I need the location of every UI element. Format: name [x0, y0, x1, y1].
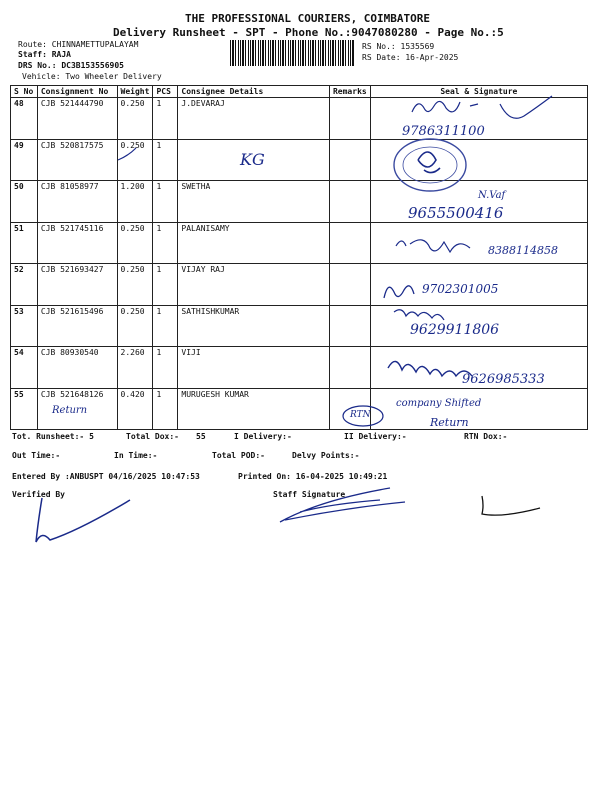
cell-consignee: SWETHA [178, 181, 330, 223]
cell-consignee: VIJAY RAJ [178, 264, 330, 306]
cell-weight: 0.250 [117, 264, 153, 306]
signature-scribble-51 [396, 240, 470, 252]
rs-number: RS No.: 1535569 [362, 42, 435, 51]
handwritten-phone-54: 9626985333 [462, 372, 545, 387]
cell-consignee: VIJI [178, 347, 330, 389]
tick-mark-49 [118, 148, 136, 160]
cell-pcs: 1 [153, 388, 178, 430]
cell-consignment: CJB 521693427 [37, 264, 117, 306]
col-header-weight: Weight [117, 86, 153, 98]
total-dox-label: Total Dox:- [126, 432, 179, 441]
entered-by: Entered By :ANBUSPT 04/16/2025 10:47:53 [12, 472, 200, 481]
cell-weight: 0.250 [117, 222, 153, 264]
col-header-consignee: Consignee Details [178, 86, 330, 98]
company-name: THE PROFESSIONAL COURIERS, COIMBATORE [185, 12, 431, 25]
cell-weight: 0.250 [117, 305, 153, 347]
handwritten-rtn-55: RTN [350, 410, 371, 420]
handwritten-phone-48: 9786311100 [402, 124, 485, 139]
delvy-points-label: Delvy Points:- [292, 451, 360, 460]
ii-delivery-label: II Delivery:- [344, 432, 407, 441]
total-runsheet: Tot. Runsheet:- 5 [12, 432, 94, 441]
signature-scribble-49 [418, 152, 440, 173]
handwritten-phone-52: 9702301005 [422, 282, 499, 296]
handwritten-note-return: Return [430, 416, 469, 429]
col-header-signature: Seal & Signature [370, 86, 587, 98]
col-header-sno: S No [11, 86, 38, 98]
cell-pcs: 1 [153, 347, 178, 389]
drs-number: DRS No.: DC3B153556905 [18, 61, 124, 70]
handwritten-phone-53: 9629911806 [410, 322, 500, 338]
out-time-label: Out Time:- [12, 451, 61, 460]
runsheet-subtitle: Delivery Runsheet - SPT - Phone No.:9047080280 - Page No.:5 [113, 26, 504, 39]
col-header-remarks: Remarks [329, 86, 370, 98]
handwritten-phone-51: 8388114858 [488, 244, 558, 257]
in-time-label: In Time:- [114, 451, 158, 460]
printed-on: Printed On: 16-04-2025 10:49:21 [238, 472, 388, 481]
col-header-pcs: PCS [153, 86, 178, 98]
total-dox-value: 55 [196, 432, 206, 441]
signature-scribble-53 [394, 310, 444, 320]
route-label: Route: CHINNAMETTUPALAYAM [18, 40, 139, 49]
cell-sno: 51 [11, 222, 38, 264]
cell-weight: 0.250 [117, 139, 153, 181]
signature-scribble-52 [384, 286, 414, 298]
col-header-consignment: Consignment No [37, 86, 117, 98]
staff-signature-label: Staff Signature [273, 490, 346, 499]
cell-weight: 2.260 [117, 347, 153, 389]
cell-pcs: 1 [153, 222, 178, 264]
cell-sno: 52 [11, 264, 38, 306]
cell-consignee: SATHISHKUMAR [178, 305, 330, 347]
cell-sno: 50 [11, 181, 38, 223]
handwritten-name-50: N.Vaf [478, 190, 506, 201]
cell-consignment: CJB 521444790 [37, 98, 117, 140]
cell-consignment: CJB 81058977 [37, 181, 117, 223]
signature-scribble-54 [388, 361, 472, 376]
staff-label: Staff: RAJA [18, 50, 71, 59]
cell-consignment: CJB 520817575 [37, 139, 117, 181]
cell-weight: 1.200 [117, 181, 153, 223]
handwritten-phone-50: 9655500416 [408, 204, 504, 222]
cell-consignment: CJB 521745116 [37, 222, 117, 264]
verified-by-label: Verified By [12, 490, 65, 499]
cell-pcs: 1 [153, 264, 178, 306]
handwritten-return-55: Return [52, 405, 88, 416]
cell-consignment: CJB 521648126 [37, 388, 117, 430]
third-signature-mark [482, 496, 540, 515]
cell-sno: 49 [11, 139, 38, 181]
cell-consignee: J.DEVARAJ [178, 98, 330, 140]
cell-pcs: 1 [153, 181, 178, 223]
rtn-dox-label: RTN Dox:- [464, 432, 508, 441]
cell-pcs: 1 [153, 98, 178, 140]
cell-sno: 54 [11, 347, 38, 389]
cell-sno: 55 [11, 388, 38, 430]
cell-consignment: CJB 521615496 [37, 305, 117, 347]
handwritten-kg-49: KG [240, 150, 265, 169]
handwritten-note-company-shifted: company Shifted [396, 398, 482, 409]
cell-sno: 53 [11, 305, 38, 347]
cell-pcs: 1 [153, 139, 178, 181]
total-pod-label: Total POD:- [212, 451, 265, 460]
signature-scribble-48 [412, 96, 552, 118]
cell-sno: 48 [11, 98, 38, 140]
cell-weight: 0.420 [117, 388, 153, 430]
rs-date: RS Date: 16-Apr-2025 [362, 53, 459, 62]
cell-pcs: 1 [153, 305, 178, 347]
verified-by-signature [36, 498, 130, 542]
cell-consignee: PALANISAMY [178, 222, 330, 264]
cell-weight: 0.250 [117, 98, 153, 140]
i-delivery-label: I Delivery:- [234, 432, 292, 441]
cell-consignment: CJB 80930540 [37, 347, 117, 389]
vehicle-label: Vehicle: Two Wheeler Delivery [22, 72, 162, 81]
cell-consignee: MURUGESH KUMAR [178, 388, 330, 430]
